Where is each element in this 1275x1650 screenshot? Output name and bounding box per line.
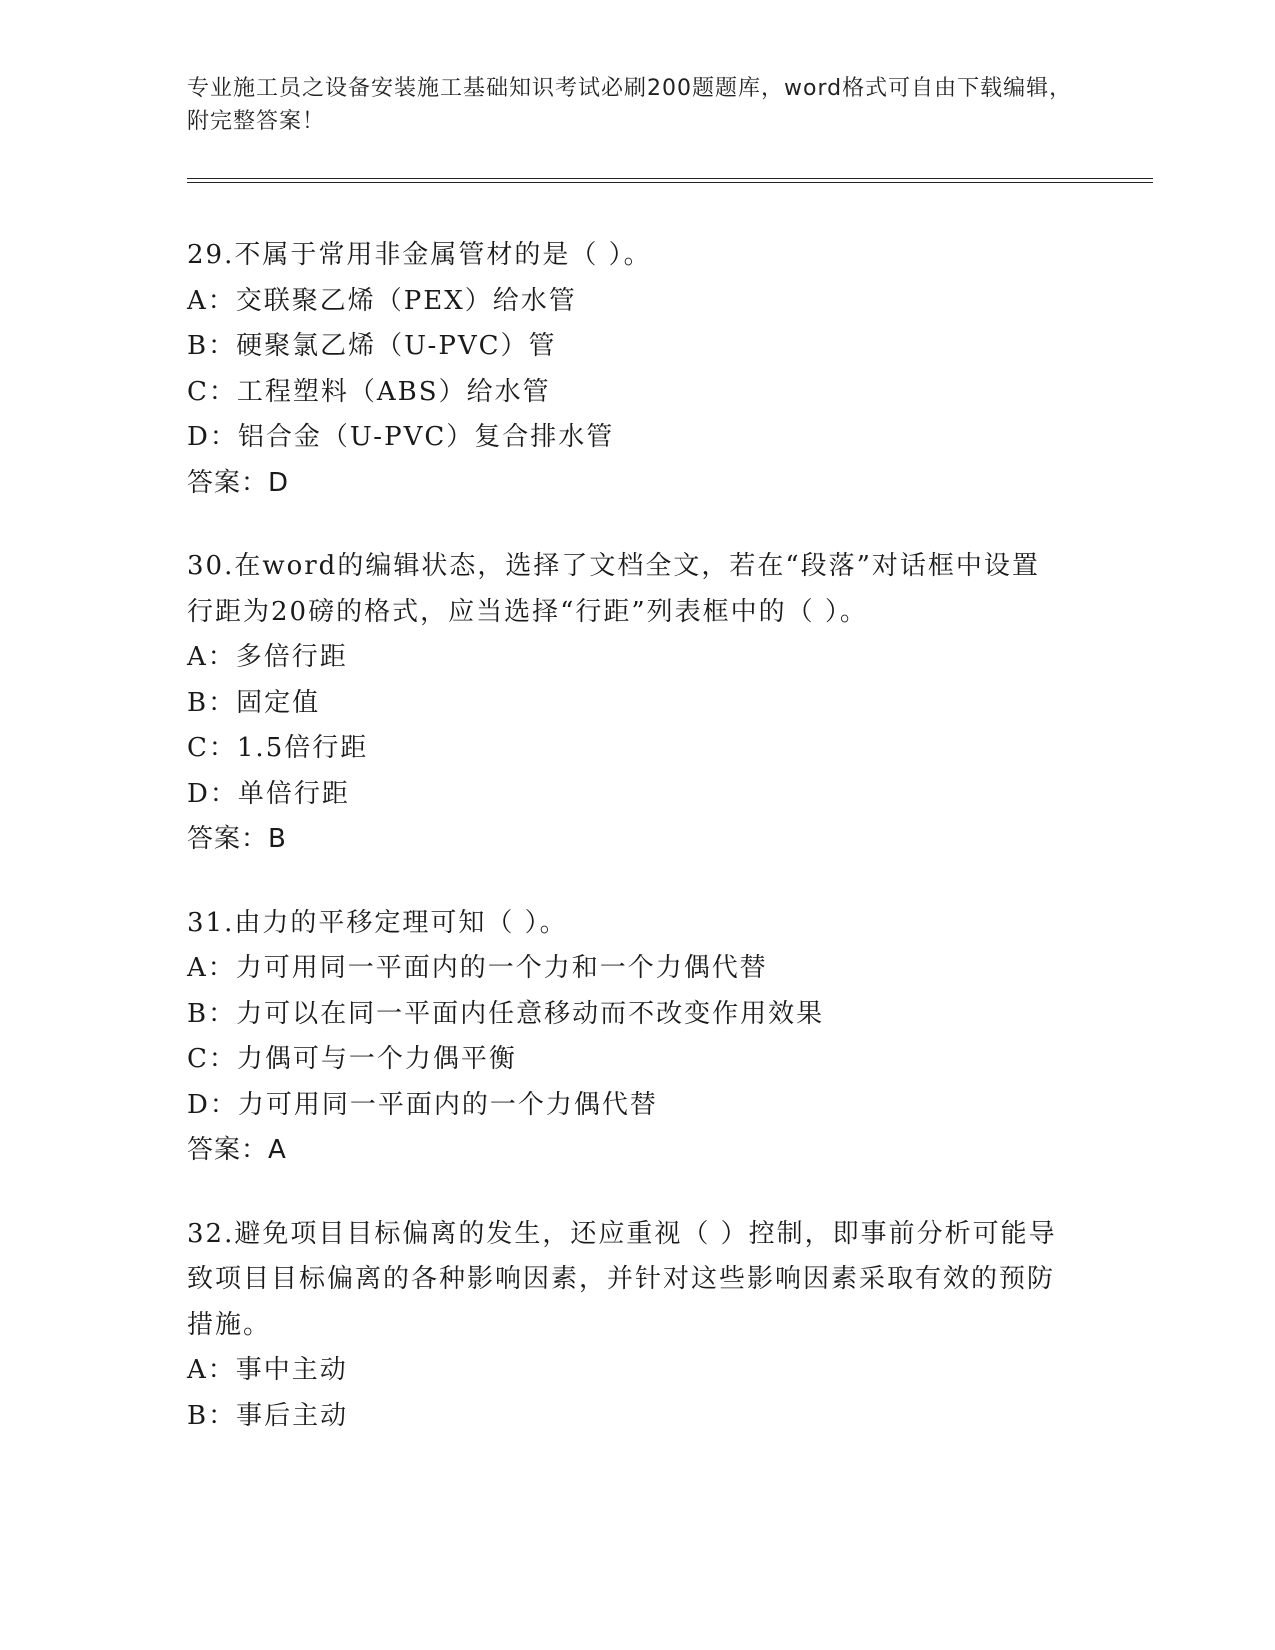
option-d: D：铝合金（U-PVC）复合排水管	[187, 422, 615, 452]
question-31	[187, 901, 1067, 1174]
document-header: 专业施工员之设备安装施工基础知识考试必刷200题题库，word格式可自由下载编辑，附完整答案！	[187, 76, 1073, 134]
option-c: C：1.5倍行距	[187, 733, 369, 763]
option-b: B：力可以在同一平面内任意移动而不改变作用效果	[187, 998, 825, 1029]
option-b: B：固定值	[187, 687, 321, 718]
question-stem: 30.在word的编辑状态，选择了文档全文，若在“段落”对话框中设置行距为20磅的格式，应当选择“行距”列表框中的（ ）。	[187, 551, 1040, 627]
option-b: B：事后主动	[187, 1400, 349, 1431]
option-b: B：硬聚氯乙烯（U-PVC）管	[187, 331, 557, 361]
answer-line: 答案：B	[187, 824, 287, 854]
question-stem: 29.不属于常用非金属管材的是（ ）。	[187, 240, 652, 270]
option-a: A：交联聚乙烯（PEX）给水管	[187, 285, 577, 316]
option-d: D：单倍行距	[187, 778, 350, 809]
question-29	[187, 233, 1067, 506]
answer-line: 答案：A	[187, 1135, 287, 1165]
option-c: C：力偶可与一个力偶平衡	[187, 1044, 517, 1074]
header-double-rule	[187, 178, 1153, 183]
option-c: C：工程塑料（ABS）给水管	[187, 376, 551, 407]
question-stem: 31.由力的平移定理可知（ ）。	[187, 907, 568, 938]
option-a: A：多倍行距	[187, 642, 348, 672]
option-d: D：力可用同一平面内的一个力偶代替	[187, 1089, 658, 1120]
question-list	[187, 233, 1067, 1477]
option-a: A：力可用同一平面内的一个力和一个力偶代替	[187, 953, 768, 983]
question-stem: 32.避免项目目标偏离的发生，还应重视（ ）控制，即事前分析可能导致项目目标偏离的各种影响因素，并针对这些影响因素采取有效的预防措施。	[187, 1218, 1057, 1340]
answer-line: 答案：D	[187, 467, 290, 498]
question-30	[187, 544, 1067, 863]
option-a: A：事中主动	[187, 1355, 348, 1385]
question-32	[187, 1212, 1067, 1440]
